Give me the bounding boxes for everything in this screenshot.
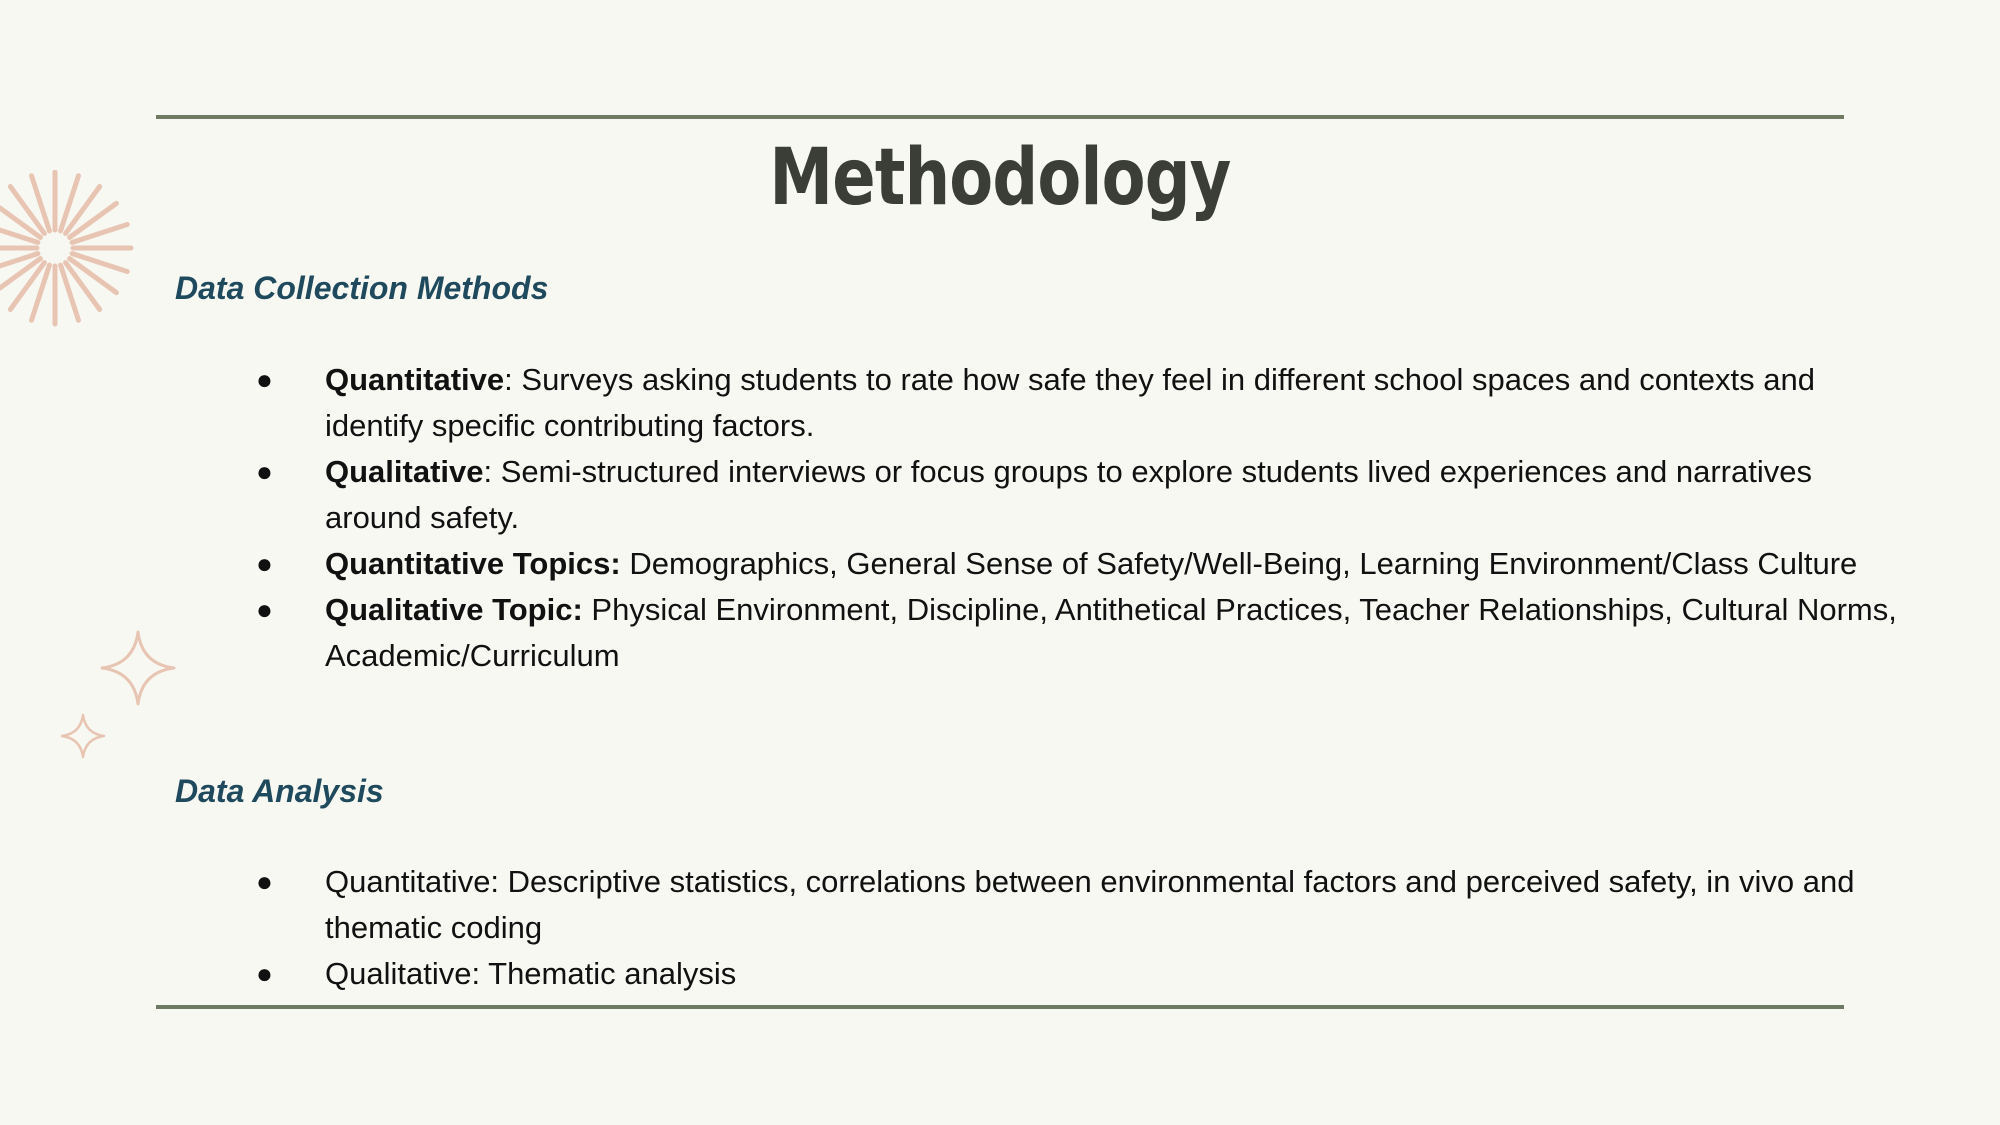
item-term: Quantitative Topics: — [325, 546, 621, 581]
section-heading-data-analysis: Data Analysis — [175, 773, 384, 809]
item-separator: : — [504, 362, 522, 397]
bullet-icon: ● — [256, 456, 273, 487]
item-separator: : — [483, 454, 501, 489]
bullet-icon: ● — [256, 364, 273, 395]
item-text: Demographics, General Sense of Safety/Well-Being, Learning Environment/Class Culture — [629, 546, 1858, 581]
item-text: Physical Environment, Discipline, Antithetical Practices, Teacher Relationships, Cultural Norms, Academic/Curriculum — [325, 592, 1897, 673]
bullet-icon: ● — [256, 866, 273, 897]
item-term: Quantitative — [325, 362, 505, 397]
list-item — [0, 449, 2000, 541]
list-item — [0, 541, 2000, 587]
item-term: Qualitative — [325, 454, 484, 489]
list-item — [0, 587, 2000, 679]
top-divider — [156, 115, 1844, 119]
bullet-icon: ● — [256, 958, 273, 989]
data-analysis-list — [0, 859, 2000, 997]
bullet-icon: ● — [256, 548, 273, 579]
item-text: Semi-structured interviews or focus groups to explore students lived experiences and narratives around safety. — [325, 454, 1812, 535]
bullet-icon: ● — [256, 594, 273, 625]
list-item — [0, 357, 2000, 449]
bottom-divider — [156, 1005, 1844, 1009]
sparkle-icon-small — [60, 713, 106, 759]
starburst-icon — [0, 170, 185, 350]
slide-title: Methodology — [769, 133, 1231, 223]
item-term: Qualitative Topic: — [325, 592, 583, 627]
data-collection-list — [0, 357, 2000, 679]
list-item — [0, 859, 2000, 951]
section-heading-data-collection: Data Collection Methods — [175, 270, 549, 306]
item-text: Qualitative: Thematic analysis — [325, 956, 737, 991]
list-item — [0, 951, 2000, 997]
item-text: Surveys asking students to rate how safe they feel in different school spaces and contexts and identify specific contributing factors. — [325, 362, 1815, 443]
item-text: Quantitative: Descriptive statistics, correlations between environmental factors and perceived safety, in vivo and thematic coding — [325, 864, 1855, 945]
